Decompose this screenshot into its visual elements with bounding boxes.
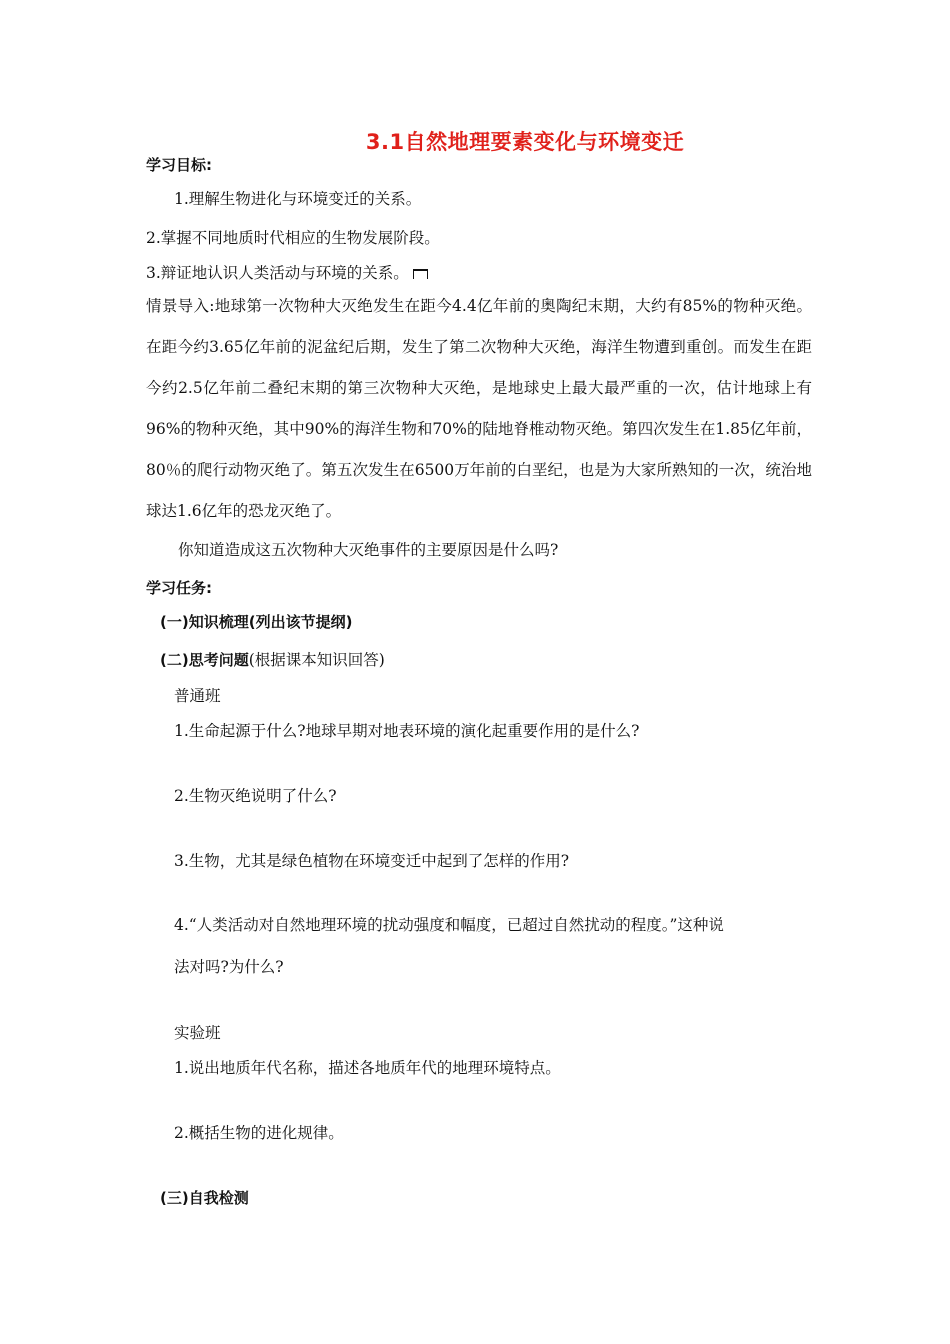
objective-item-1: 1.理解生物进化与环境变迁的关系。 (174, 190, 422, 208)
regular-question-1: 1.生命起源于什么?地球早期对地表环境的演化起重要作用的是什么? (174, 722, 640, 740)
page-title: 3.1自然地理要素变化与环境变迁 (365, 130, 685, 154)
regular-question-2: 2.生物灭绝说明了什么? (174, 787, 337, 805)
regular-question-4-line2: 法对吗?为什么? (174, 958, 284, 976)
bracket-mark-icon (413, 269, 428, 279)
regular-question-4-line1: 4.“人类活动对自然地理环境的扰动强度和幅度，已超过自然扰动的程度。”这种说 (174, 916, 724, 934)
intro-paragraph: 情景导入:地球第一次物种大灭绝发生在距今4.4亿年前的奥陶纪末期，大约有85%的物种灭绝。在距今约3.65亿年前的泥盆纪后期，发生了第二次物种大灭绝，海洋生物遭到重创。而发生在距今约2.5亿年前二叠纪末期的第三次物种大灭绝，是地球史上最大最严重的一次，估计地球上有96%的物种灭绝，其中90%的海洋生物和70%的陆地脊椎动物灭绝。第四次发生在1.85亿年前，80％的爬行动物灭绝了。第五次发生在6500万年前的白垩纪，也是为大家所熟知的一次，统治地球达1.6亿年的恐龙灭绝了。 (146, 297, 812, 520)
section-thinking-questions (160, 648, 385, 670)
experimental-question-2: 2.概括生物的进化规律。 (174, 1124, 344, 1142)
tasks-heading: 学习任务: (146, 579, 212, 597)
experimental-class-label: 实验班 (174, 1024, 221, 1042)
regular-class-label: 普通班 (174, 687, 221, 705)
section-thinking-note: (根据课本知识回答) (248, 651, 385, 669)
intro-question: 你知道造成这五次物种大灭绝事件的主要原因是什么吗? (178, 541, 559, 559)
objective-item-3: 3.辩证地认识人类活动与环境的关系。 (146, 264, 409, 282)
objectives-heading: 学习目标: (146, 156, 212, 174)
section-knowledge-outline: (一)知识梳理(列出该节提纲) (160, 613, 353, 631)
section-thinking-title: (二)思考问题 (160, 651, 249, 669)
section-self-check: (三)自我检测 (160, 1189, 249, 1207)
objective-item-3-row (146, 261, 428, 283)
experimental-question-1: 1.说出地质年代名称，描述各地质年代的地理环境特点。 (174, 1059, 561, 1077)
objective-item-2: 2.掌握不同地质时代相应的生物发展阶段。 (146, 229, 440, 247)
regular-question-3: 3.生物，尤其是绿色植物在环境变迁中起到了怎样的作用? (174, 852, 570, 870)
